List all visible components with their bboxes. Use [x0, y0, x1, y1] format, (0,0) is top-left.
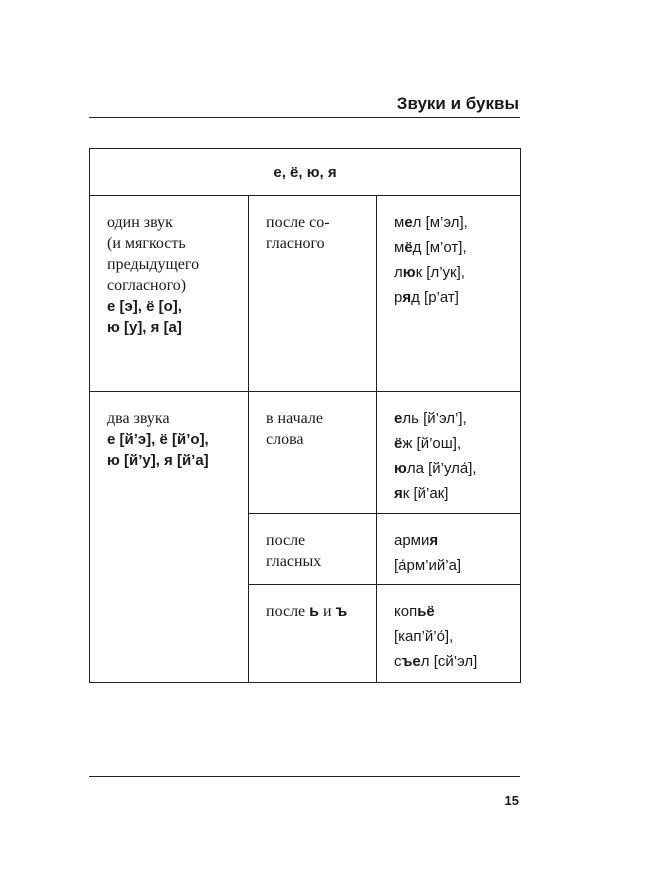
position-line: гласных [266, 553, 322, 570]
row2-sound-line: е [й’э], ё [й’о], [107, 431, 209, 448]
footer-rule [89, 776, 520, 777]
row1-sound-line: е [э], ё [о], [107, 298, 182, 315]
row2-examples-signs-cell [377, 585, 521, 683]
example-line: мёд [м’от], [394, 239, 467, 256]
row1-sound-line: ю [у], я [а] [107, 319, 182, 336]
example-line: ряд [р’ат] [394, 289, 459, 306]
example-line: люк [л’ук], [394, 264, 465, 281]
row1-position-line: после со- [266, 214, 330, 231]
row1-position-line: гласного [266, 235, 325, 252]
row2-desc-line: два звука [107, 410, 170, 427]
table-heading: е, ё, ю, я [90, 149, 521, 196]
row1-desc-line: (и мягкость [107, 235, 186, 252]
position-line: слова [266, 431, 304, 448]
example-line: як [й’ак] [394, 485, 449, 502]
page-number: 15 [504, 793, 519, 808]
letters-table [89, 148, 521, 683]
row2-sound-line: ю [й’у], я [й’а] [107, 452, 209, 469]
example-line: юла [й’ула́], [394, 460, 477, 477]
row2-position-vowels-cell [249, 514, 377, 585]
row1-position-cell [249, 196, 377, 392]
example-line: ель [й’эл’], [394, 410, 467, 427]
row1-examples-cell [377, 196, 521, 392]
example-line: мел [м’эл], [394, 214, 468, 231]
position-line: после [266, 532, 306, 549]
row2-position-start-cell [249, 392, 377, 514]
example-line: армия [394, 532, 439, 549]
example-line: копьё [394, 603, 435, 620]
example-line: ёж [й’ош], [394, 435, 462, 452]
position-line: в начале [266, 410, 323, 427]
example-line: [кап’й’о́], [394, 628, 454, 645]
position-line: после ь и ъ [266, 603, 348, 620]
example-line: съел [сй’эл] [394, 653, 478, 670]
row2-examples-vowels-cell [377, 514, 521, 585]
running-header-title: Звуки и буквы [396, 94, 519, 113]
example-line: [а́рм’ий’а] [394, 557, 462, 574]
row2-examples-start-cell [377, 392, 521, 514]
row1-desc-line: один звук [107, 214, 173, 231]
row1-sound-cell [90, 196, 249, 392]
row1-desc-line: согласного) [107, 277, 187, 294]
row2-sound-cell [90, 392, 249, 683]
row2-position-signs-cell [249, 585, 377, 683]
header-rule [89, 117, 520, 118]
row1-desc-line: предыдущего [107, 256, 200, 273]
